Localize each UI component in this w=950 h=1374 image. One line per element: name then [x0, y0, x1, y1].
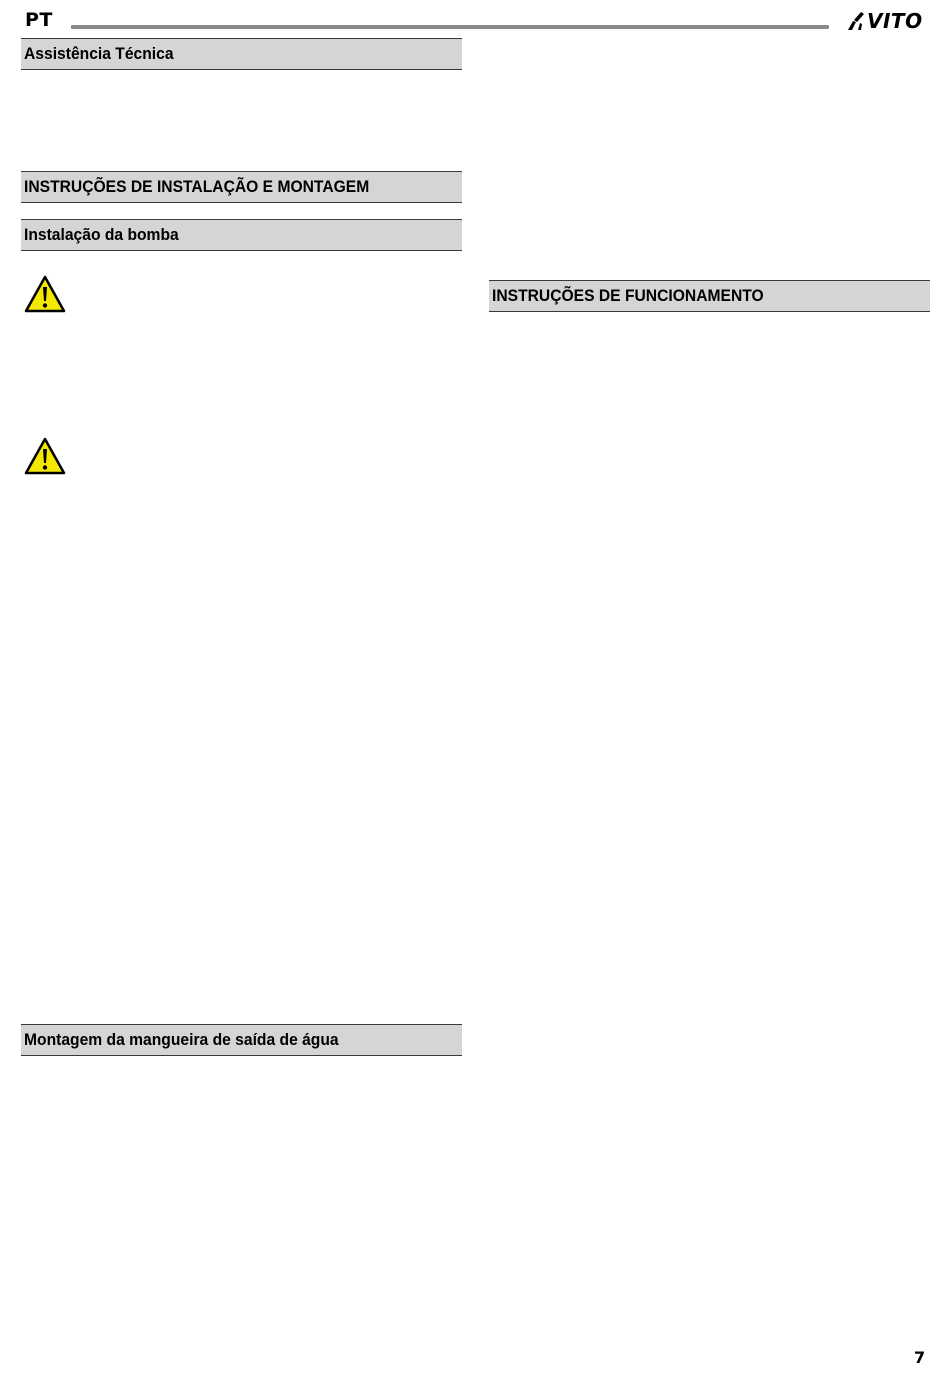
section-instalacao-bomba	[21, 219, 462, 251]
page-number: 7	[914, 1348, 926, 1367]
warning-icon	[24, 437, 66, 475]
section-title: INSTRUÇÕES DE INSTALAÇÃO E MONTAGEM	[24, 177, 370, 196]
brand-name: VITO	[867, 9, 923, 33]
section-instrucoes-instalacao	[21, 171, 462, 203]
section-title: INSTRUÇÕES DE FUNCIONAMENTO	[492, 286, 764, 305]
brush-logo-icon	[845, 10, 867, 32]
section-instrucoes-funcionamento	[489, 280, 930, 312]
warning-icon	[24, 275, 66, 313]
section-montagem-mangueira	[21, 1024, 462, 1056]
language-code: PT	[25, 9, 53, 31]
brand-logo	[845, 10, 923, 32]
section-title: Montagem da mangueira de saída de água	[24, 1030, 339, 1049]
section-assistencia-tecnica	[21, 38, 462, 70]
header-rule	[71, 25, 829, 29]
section-title: Instalação da bomba	[24, 225, 179, 244]
section-title: Assistência Técnica	[24, 44, 174, 63]
